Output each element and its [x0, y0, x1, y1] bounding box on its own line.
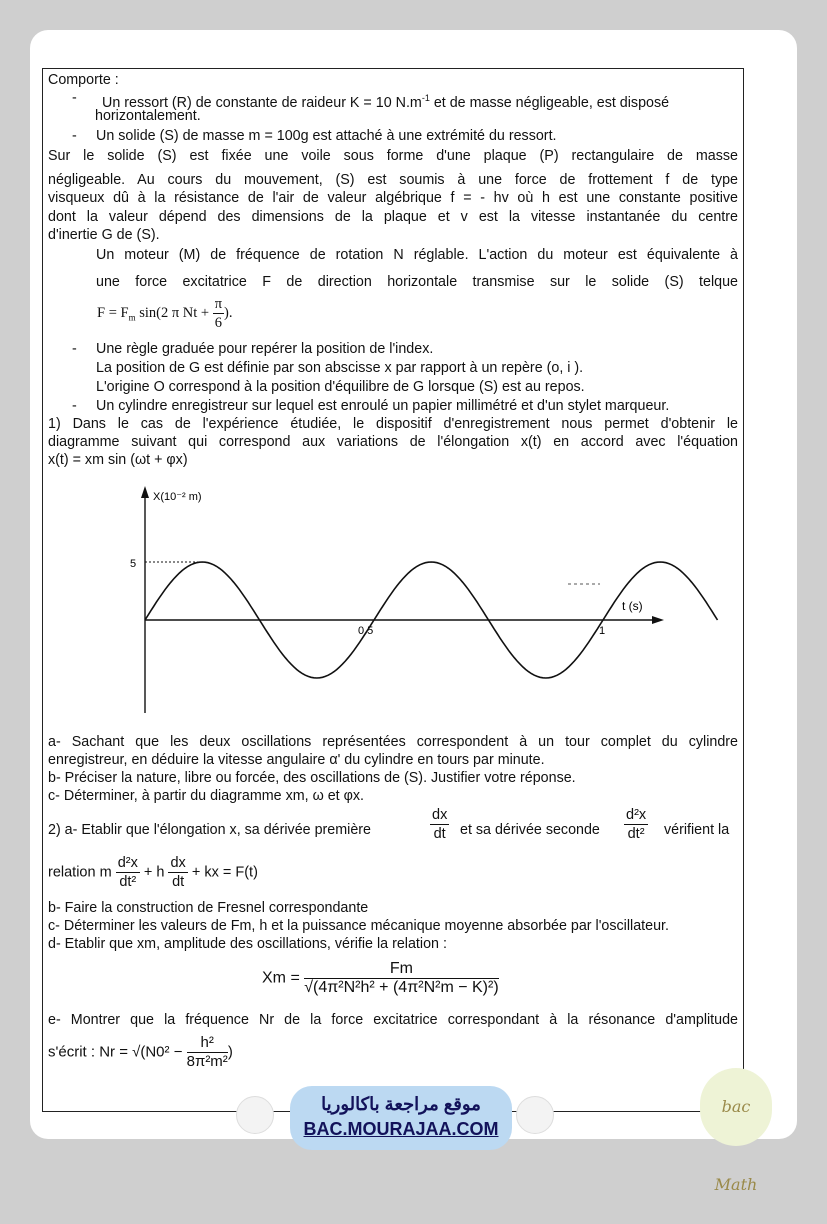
text-ruler: Une règle graduée pour repérer la position de l'index.: [96, 341, 434, 357]
formula-resonance: s'écrit : Nr = √(N0² − $\frac{\text{h²}}{\text{8π²m²}}$ ): [48, 1034, 233, 1070]
text-sail: Sur le solide (S) est fixée une voile sous forme d'une plaque (P) rectangulaire de masse: [48, 148, 738, 164]
oscillation-chart: [0, 478, 827, 738]
text-viscous: visqueux dû à la résistance de l'air de valeur algébrique f = - hv où h est une constante positive: [48, 190, 738, 206]
text-verify: vérifient la: [664, 822, 730, 838]
text-motor: Un moteur (M) de fréquence de rotation N réglable. L'action du moteur est équivalente à: [96, 247, 738, 263]
x-tick-label: 0.5: [358, 625, 374, 637]
site-logo-icon: [236, 1096, 274, 1134]
x-axis-label: t (s): [622, 599, 643, 613]
text-origin: L'origine O correspond à la position d'équilibre de G lorsque (S) est au repos.: [96, 379, 585, 395]
text-qd: d- Etablir que xm, amplitude des oscillations, vérifie la relation :: [48, 936, 447, 952]
formula-xm: Xm = $\frac{Fm}{\text{√(4π²N²h² + (4π²N²m − K)²)}}$: [262, 960, 499, 996]
footer-site-link[interactable]: BAC.MOURAJAA.COM: [303, 1119, 499, 1139]
site-logo-icon: [516, 1096, 554, 1134]
y-axis-arrow: [141, 486, 149, 498]
text-qa: a- Sachant que les deux oscillations représentées correspondent à un tour complet du cylindre: [48, 734, 738, 750]
text-qc: c- Déterminer, à partir du diagramme xm, ω et φx.: [48, 788, 364, 804]
bullet: -: [72, 128, 77, 144]
text-horizontal: horizontalement.: [95, 108, 201, 124]
bullet: -: [72, 90, 77, 106]
footer-arabic: موقع مراجعة باكالوريا: [321, 1094, 481, 1114]
bullet: -: [72, 398, 77, 414]
footer-banner[interactable]: [290, 1086, 512, 1150]
text-second: et sa dérivée seconde: [460, 822, 600, 838]
y-tick-label: 5: [130, 558, 137, 570]
text-friction: négligeable. Au cours du mouvement, (S) est soumis à une force de frottement f de type: [48, 172, 738, 188]
text-position: La position de G est définie par son abscisse x par rapport à un repère (o, i ).: [96, 360, 584, 376]
text-qe: e- Montrer que la fréquence Nr de la force excitatrice correspondant à la résonance d'amplitude: [48, 1012, 738, 1028]
text-qa2: enregistreur, en déduire la vitesse angulaire α' du cylindre en tours par minute.: [48, 752, 545, 768]
text-spring: Un ressort (R) de constante de raideur K = 10 $N.m^{-1}$ et de masse négligeable, est disposé: [102, 93, 670, 111]
formula-relation: relation m $\frac{\text{d²x}}{\text{dt²}}$ + h $\frac{dx}{dt}$ + kx = F(t): [48, 855, 258, 890]
text-cylinder: Un cylindre enregistreur sur lequel est enroulé un papier millimétré et d'un stylet marqueur.: [96, 398, 670, 414]
bacmath-logo: bac Math: [700, 1068, 772, 1146]
text-solid: Un solide (S) de masse m = 100g est attaché à une extrémité du ressort.: [96, 128, 557, 144]
text-comporte: Comporte :: [48, 72, 119, 88]
frac-d2x: $\frac{\text{d²x}}{\text{dt²}}$: [626, 807, 647, 842]
text-plate: dont la valeur dépend des dimensions de la plaque et v est la vitesse instantanée du centre: [48, 209, 738, 225]
y-axis-label: X(10⁻² m): [153, 491, 202, 503]
bullet: -: [72, 341, 77, 357]
text-equation: x(t) = xm sin (ωt + φx): [48, 452, 188, 468]
text-qb2: b- Faire la construction de Fresnel correspondante: [48, 900, 369, 916]
text-diagram: diagramme suivant qui correspond aux variations de l'élongation x(t) en accord avec l'équation: [48, 434, 738, 450]
frac-dxdt: $\frac{dx}{dt}$: [432, 807, 448, 842]
x-tick-label: 1: [599, 625, 606, 637]
text-q1: 1) Dans le cas de l'expérience étudiée, le dispositif d'enregistrement nous permet d'obtenir le: [48, 416, 738, 432]
text-qb: b- Préciser la nature, libre ou forcée, des oscillations de (S). Justifier votre réponse.: [48, 770, 576, 786]
text-inertia: d'inertie G de (S).: [48, 227, 160, 243]
text-q2a: 2) a- Etablir que l'élongation x, sa dérivée première: [48, 822, 371, 838]
text-qc2: c- Déterminer les valeurs de Fm, h et la puissance mécanique moyenne absorbée par l'oscillateur.: [48, 918, 669, 934]
text-force: une force excitatrice F de direction horizontale transmise sur le solide (S) telque: [96, 274, 738, 290]
x-axis-arrow: [652, 616, 664, 624]
formula-force: $F = F_m$ sin(2 π Nt + $\frac{\pi}{6}$ ).: [97, 296, 233, 331]
